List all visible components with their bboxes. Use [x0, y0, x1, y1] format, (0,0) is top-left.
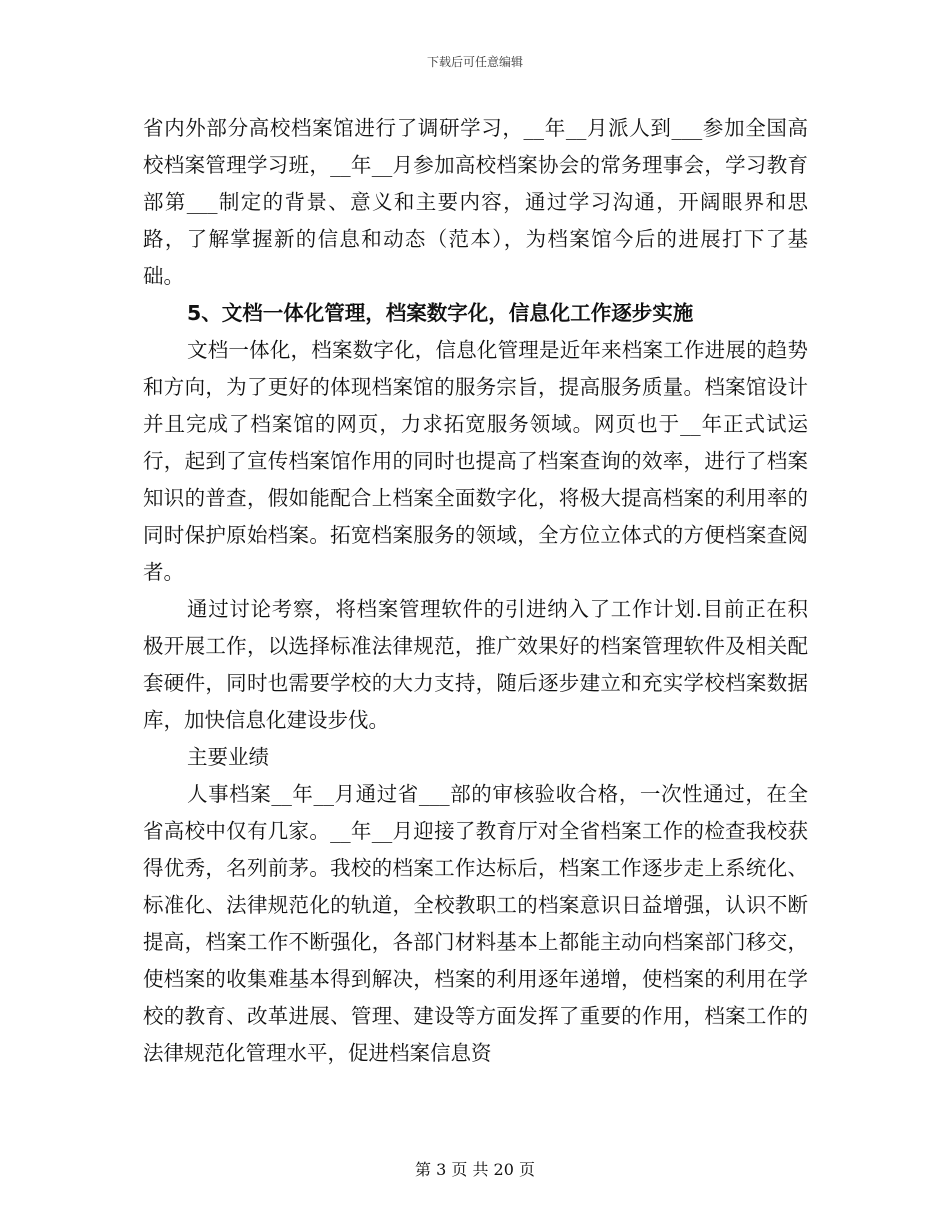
paragraph-achievements: 人事档案__年__月通过省___部的审核验收合格，一次性通过，在全省高校中仅有几家。__年__月迎接了教育厅对全省档案工作的检查我校获得优秀，名列前茅。我校的档案工作达标后，档案工作逐步走上系统化、标准化、法律规范化的轨道，全校教职工的档案意识日益增强，认识不断提高，档案工作不断强化，各部门材料基本上都能主动向档案部门移交，使档案的收集难基本得到解决，档案的利用逐年递增，使档案的利用在学校的教育、改革进展、管理、建设等方面发挥了重要的作用，档案工作的法律规范化管理水平，促进档案信息资 [143, 782, 808, 1065]
paragraph-software-plan: 通过讨论考察，将档案管理软件的引进纳入了工作计划.目前正在积极开展工作，以选择标准法律规范，推广效果好的档案管理软件及相关配套硬件，同时也需要学校的大力支持，随后逐步建立和充实学校档案数据库，加快信息化建设步伐。 [143, 597, 808, 732]
section-title-achievements: 主要业绩 [187, 745, 269, 769]
paragraph-continuation: 省内外部分高校档案馆进行了调研学习，__年__月派人到___参加全国高校档案管理学习班，__年__月参加高校档案协会的常务理事会，学习教育部第___制定的背景、意义和主要内容，通过学习沟通，开阔眼界和思路，了解掌握新的信息和动态（范本），为档案馆今后的进展打下了基础。 [143, 116, 808, 288]
page-number: 第 3 页 共 20 页 [415, 1160, 535, 1179]
header-note: 下载后可任意编辑 [426, 55, 523, 69]
document-body [143, 110, 808, 1072]
section-heading-5: 5、文档一体化管理，档案数字化，信息化工作逐步实施 [187, 301, 694, 325]
paragraph-digitization: 文档一体化，档案数字化，信息化管理是近年来档案工作进展的趋势和方向，为了更好的体现档案馆的服务宗旨，提高服务质量。档案馆设计并且完成了档案馆的网页，力求拓宽服务领域。网页也于__年正式试运行，起到了宣传档案馆作用的同时也提高了档案查询的效率，进行了档案知识的普查，假如能配合上档案全面数字化，将极大提高档案的利用率的同时保护原始档案。拓宽档案服务的领域，全方位立体式的方便档案查阅者。 [143, 338, 808, 584]
